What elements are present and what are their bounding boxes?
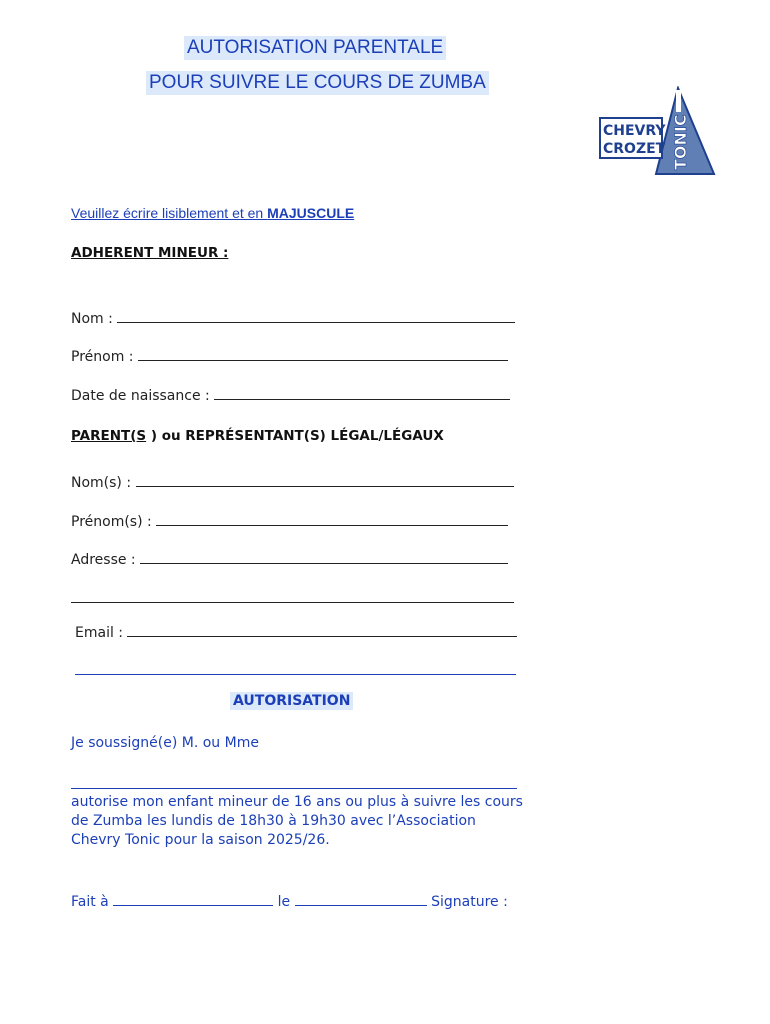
minor-nom-row — [71, 308, 515, 327]
minor-dob-field[interactable] — [214, 385, 510, 400]
minor-dob-row — [71, 385, 510, 404]
parent-adresse-field[interactable] — [140, 549, 508, 564]
authorization-heading: AUTORISATION — [230, 692, 353, 710]
parent-prenoms-label: Prénom(s) : — [71, 514, 152, 530]
parent-prenoms-row — [71, 511, 508, 530]
parent-section-heading — [71, 428, 444, 444]
parent-heading-rest: ) ou REPRÉSENTANT(S) LÉGAL/LÉGAUX — [146, 428, 444, 444]
minor-section-heading: ADHERENT MINEUR : — [71, 245, 229, 261]
parent-noms-field[interactable] — [136, 472, 514, 487]
minor-prenom-row — [71, 346, 508, 365]
soussigne-label: Je soussigné(e) M. ou Mme — [71, 735, 259, 751]
logo-word-crozet: CROZET — [603, 141, 666, 157]
fait-a-field[interactable] — [113, 891, 273, 906]
minor-nom-label: Nom : — [71, 311, 113, 327]
minor-nom-field[interactable] — [117, 308, 515, 323]
parent-adresse-label: Adresse : — [71, 552, 136, 568]
soussigne-name-field[interactable] — [71, 774, 517, 789]
minor-prenom-label: Prénom : — [71, 349, 134, 365]
minor-dob-label: Date de naissance : — [71, 388, 210, 404]
parent-heading-underlined: PARENT(S — [71, 428, 147, 444]
parent-adresse-row — [71, 549, 508, 568]
parent-noms-label: Nom(s) : — [71, 475, 132, 491]
signature-label: Signature : — [431, 894, 508, 910]
date-field[interactable] — [295, 891, 427, 906]
parent-email-field[interactable] — [127, 622, 517, 637]
authorization-paragraph: autorise mon enfant mineur de 16 ans ou plus à suivre les cours de Zumba les lundis de 18h30 à 19h30 avec l’Association Chevry Tonic pour la saison 2025/26. — [71, 794, 523, 848]
parent-email-label: Email : — [75, 625, 124, 641]
parent-prenoms-field[interactable] — [156, 511, 508, 526]
le-label: le — [277, 894, 291, 910]
title-line-2: POUR SUIVRE LE COURS DE ZUMBA — [146, 71, 489, 95]
fait-label: Fait à — [71, 894, 109, 910]
logo-word-chevry: CHEVRY — [603, 123, 666, 139]
instruction-emphasis: MAJUSCULE — [267, 205, 355, 221]
instruction-line — [71, 205, 354, 221]
signature-row — [71, 891, 508, 910]
title-line-1: AUTORISATION PARENTALE — [184, 36, 446, 60]
minor-prenom-field[interactable] — [138, 346, 508, 361]
parent-email-field-line-2[interactable] — [75, 660, 516, 675]
parent-email-row — [75, 622, 517, 641]
parent-noms-row — [71, 472, 514, 491]
logo-flag-pole — [676, 90, 681, 112]
chevry-tonic-logo — [598, 86, 718, 176]
parent-adresse-field-line-2[interactable] — [71, 588, 514, 603]
logo-word-tonic: TONIC — [671, 114, 690, 170]
instruction-text: Veuillez écrire lisiblement et en — [71, 205, 268, 221]
